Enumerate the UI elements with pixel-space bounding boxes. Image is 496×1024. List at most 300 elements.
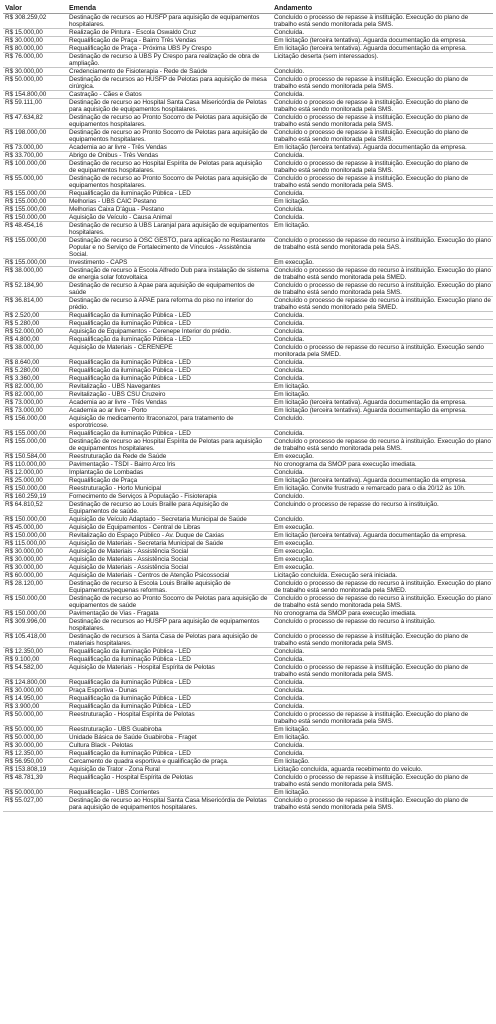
cell-emenda: Requalificação da iluminação Pública - LED: [67, 375, 272, 383]
cell-emenda: Requalificação da iluminação Pública - LED: [67, 648, 272, 656]
table-row: [3, 438, 493, 453]
table-row: [3, 152, 493, 160]
cell-andamento: Em licitação (terceira tentativa). Aguarda documentação da empresa.: [272, 532, 493, 540]
cell-valor: R$ 5.280,00: [3, 367, 67, 375]
cell-valor: R$ 60.000,00: [3, 572, 67, 580]
cell-valor: R$ 59.111,00: [3, 99, 67, 114]
cell-valor: R$ 52.000,00: [3, 328, 67, 336]
cell-valor: R$ 124.800,00: [3, 679, 67, 687]
cell-emenda: Aquisição de Materiais - Centros de Atenção Psicossocial: [67, 572, 272, 580]
cell-andamento: Concluída.: [272, 152, 493, 160]
table-row: [3, 656, 493, 664]
cell-emenda: Requalificação da iluminação Pública - LED: [67, 336, 272, 344]
cell-valor: R$ 156.000,00: [3, 415, 67, 430]
table-row: [3, 687, 493, 695]
table-row: [3, 359, 493, 367]
cell-emenda: Destinação de recurso ao Hospital Santa Casa Misericórdia de Pelotas para aquisição de equipamentos hospitalares.: [67, 797, 272, 812]
cell-valor: R$ 155.000,00: [3, 198, 67, 206]
cell-emenda: Pavimentação - TSDI - Bairro Arco Íris: [67, 461, 272, 469]
cell-emenda: Requalificação - Hospital Espírita de Pelotas: [67, 774, 272, 789]
cell-andamento: Em execução.: [272, 540, 493, 548]
table-row: [3, 29, 493, 37]
cell-valor: R$ 2.520,00: [3, 312, 67, 320]
cell-emenda: Requalificação da iluminação Pública - LED: [67, 320, 272, 328]
table-header: [3, 4, 493, 14]
cell-emenda: Aquisição de medicamento Itraconazol, para tratamento de esporotricose.: [67, 415, 272, 430]
cell-emenda: Reestruturação - Hospital Espírita de Pelotas: [67, 711, 272, 726]
table-row: [3, 648, 493, 656]
cell-andamento: Concluída.: [272, 206, 493, 214]
cell-emenda: Cercamento de quadra esportiva e qualificação de praça.: [67, 758, 272, 766]
cell-andamento: Em licitação (terceira tentativa). Aguarda documentação da empresa.: [272, 477, 493, 485]
cell-emenda: Revitalização - UBS Navegantes: [67, 383, 272, 391]
cell-emenda: Requalificação da iluminação Pública - LED: [67, 359, 272, 367]
table-row: [3, 679, 493, 687]
cell-andamento: Concluída.: [272, 430, 493, 438]
cell-andamento: Concluída.: [272, 648, 493, 656]
cell-andamento: Concluído o processo de repasse à instituição. Execução do plano de trabalho está sendo monitorada pela SMS.: [272, 160, 493, 175]
table-body: [3, 14, 493, 812]
table-row: [3, 37, 493, 45]
table-row: [3, 336, 493, 344]
cell-valor: R$ 30.000,00: [3, 564, 67, 572]
table-row: [3, 516, 493, 524]
table-row: [3, 477, 493, 485]
table-row: [3, 68, 493, 76]
cell-andamento: Concluída.: [272, 29, 493, 37]
cell-andamento: Em execução.: [272, 524, 493, 532]
table-row: [3, 493, 493, 501]
cell-emenda: Fornecimento de Serviços à População - Fisioterapia: [67, 493, 272, 501]
cell-emenda: Requalificação da iluminação Pública - LED: [67, 703, 272, 711]
cell-valor: R$ 28.120,00: [3, 580, 67, 595]
cell-andamento: Concluído o processo de repasse do recurso à instituição. Execução sendo monitorada pela SMED.: [272, 344, 493, 359]
cell-valor: R$ 50.000,00: [3, 734, 67, 742]
cell-andamento: Concluído o processo de repasse do recurso à instituição. Execução do plano de trabalho está sendo monitorada pela SMED.: [272, 580, 493, 595]
table-row: [3, 548, 493, 556]
table-row: [3, 501, 493, 516]
cell-andamento: Licitação concluída. Execução será iniciada.: [272, 572, 493, 580]
cell-valor: R$ 150.000,00: [3, 595, 67, 610]
cell-andamento: Concluída.: [272, 703, 493, 711]
table-row: [3, 312, 493, 320]
table-row: [3, 664, 493, 679]
cell-emenda: Reestruturação - UBS Guabiroba: [67, 726, 272, 734]
cell-andamento: Concluído.: [272, 415, 493, 430]
cell-andamento: Concluída.: [272, 742, 493, 750]
cell-andamento: Concluído o processo de repasse do recurso à instituição. Execução do plano de trabalho está sendo monitorada pela SAS.: [272, 237, 493, 259]
cell-valor: R$ 56.950,00: [3, 758, 67, 766]
cell-emenda: Destinação de recurso à Apae para aquisição de equipamentos de saúde: [67, 282, 272, 297]
cell-valor: R$ 82.000,00: [3, 383, 67, 391]
cell-emenda: Requalificação da iluminação Pública - LED: [67, 656, 272, 664]
cell-valor: R$ 30.000,00: [3, 556, 67, 564]
cell-valor: R$ 154.800,00: [3, 91, 67, 99]
cell-andamento: Em licitação (terceira tentativa). Aguarda documentação da empresa.: [272, 37, 493, 45]
cell-andamento: Em licitação.: [272, 383, 493, 391]
cell-emenda: Destinação de recurso à Escola Alfredo Dub para instalação de sistema de energia solar fotovoltaica: [67, 267, 272, 282]
cell-andamento: Concluída.: [272, 656, 493, 664]
cell-andamento: Em execução.: [272, 453, 493, 461]
cell-emenda: Destinação de recursos ao HUSFP para aquisição de equipamentos hospitalares.: [67, 14, 272, 29]
cell-andamento: Em licitação.: [272, 734, 493, 742]
cell-emenda: Pavimentação de Vias - Fragata: [67, 610, 272, 618]
cell-valor: R$ 150.000,00: [3, 610, 67, 618]
cell-valor: R$ 155.000,00: [3, 237, 67, 259]
cell-andamento: Concluída.: [272, 359, 493, 367]
table-row: [3, 237, 493, 259]
cell-valor: R$ 82.000,00: [3, 391, 67, 399]
table-row: [3, 618, 493, 633]
table-row: [3, 114, 493, 129]
table-row: [3, 580, 493, 595]
cell-valor: R$ 30.000,00: [3, 742, 67, 750]
cell-emenda: Destinação de recurso à UBS Laranjal para aquisição de equipamentos hospitalares.: [67, 222, 272, 237]
table-row: [3, 695, 493, 703]
table-row: [3, 703, 493, 711]
cell-andamento: Em licitação (terceira tentativa). Aguarda documentação da empresa.: [272, 144, 493, 152]
cell-emenda: Destinação de recurso à OSC GESTO, para aplicação no Restaurante Popular e no Serviço de Fortalecimento de Vínculos - Assistência Social.: [67, 237, 272, 259]
cell-emenda: Castração - Cães e Gatos: [67, 91, 272, 99]
cell-andamento: Concluído.: [272, 516, 493, 524]
cell-emenda: Requalificação da iluminação Pública - LED: [67, 679, 272, 687]
cell-valor: R$ 4.800,00: [3, 336, 67, 344]
table-row: [3, 540, 493, 548]
cell-valor: R$ 9.100,00: [3, 656, 67, 664]
header-row: [3, 4, 493, 14]
cell-valor: R$ 155.000,00: [3, 206, 67, 214]
cell-andamento: Concluída.: [272, 320, 493, 328]
cell-emenda: Requalificação de Praça: [67, 477, 272, 485]
cell-valor: R$ 52.184,90: [3, 282, 67, 297]
cell-valor: R$ 5.280,00: [3, 320, 67, 328]
cell-emenda: Requalificação de Praça - Próxima UBS Py Crespo: [67, 45, 272, 53]
table-row: [3, 399, 493, 407]
cell-valor: R$ 3.360,00: [3, 375, 67, 383]
cell-valor: R$ 30.000,00: [3, 548, 67, 556]
cell-valor: R$ 150.584,00: [3, 453, 67, 461]
cell-andamento: Concluída.: [272, 469, 493, 477]
cell-valor: R$ 15.000,00: [3, 29, 67, 37]
cell-andamento: Concluído.: [272, 493, 493, 501]
cell-valor: R$ 55.027,00: [3, 797, 67, 812]
header-emenda: Emenda: [67, 4, 272, 14]
table-row: [3, 711, 493, 726]
cell-valor: R$ 155.000,00: [3, 438, 67, 453]
cell-andamento: Licitação deserta (sem interessados).: [272, 53, 493, 68]
table-row: [3, 610, 493, 618]
cell-andamento: Em execução.: [272, 556, 493, 564]
cell-andamento: Concluído o processo de repasse à instituição. Execução do plano de trabalho está sendo monitorada pela SMS.: [272, 774, 493, 789]
cell-emenda: Reestruturação da Rede de Saúde: [67, 453, 272, 461]
cell-emenda: Requalificação da iluminação Pública - LED: [67, 750, 272, 758]
table-row: [3, 259, 493, 267]
cell-emenda: Destinação de recurso ao Pronto Socorro de Pelotas para aquisição de equipamentos hospitalares.: [67, 175, 272, 190]
cell-emenda: Realização de Pintura - Escola Oswaldo Cruz: [67, 29, 272, 37]
cell-andamento: Concluído o processo de repasse à instituição. Execução do plano de trabalho está sendo monitorada pela SMS.: [272, 664, 493, 679]
cell-valor: R$ 115.000,00: [3, 540, 67, 548]
table-row: [3, 734, 493, 742]
cell-valor: R$ 198.000,00: [3, 129, 67, 144]
table-row: [3, 407, 493, 415]
cell-valor: R$ 150.000,00: [3, 485, 67, 493]
table-row: [3, 206, 493, 214]
cell-andamento: Em licitação (terceira tentativa). Aguarda documentação da empresa.: [272, 407, 493, 415]
cell-emenda: Aquisição de Materiais - Assistência Social: [67, 548, 272, 556]
table-row: [3, 564, 493, 572]
table-row: [3, 45, 493, 53]
cell-andamento: Concluída.: [272, 695, 493, 703]
table-row: [3, 14, 493, 29]
cell-emenda: Requalificação de Praça - Bairro Três Vendas: [67, 37, 272, 45]
cell-emenda: Reestruturação - Horto Municipal: [67, 485, 272, 493]
table-row: [3, 297, 493, 312]
cell-emenda: Destinação de recursos ao HUSFP de Pelotas para aquisição de mesa cirúrgica.: [67, 76, 272, 91]
cell-andamento: Em licitação.: [272, 726, 493, 734]
cell-andamento: Concluído o processo de repasse do recurso à instituição. Execução do plano de trabalho está sendo monitorada pela SMS.: [272, 595, 493, 610]
table-row: [3, 797, 493, 812]
table-row: [3, 282, 493, 297]
table-row: [3, 774, 493, 789]
cell-emenda: Aquisição de Equipamentos - Central de Libras: [67, 524, 272, 532]
cell-valor: R$ 48.781,39: [3, 774, 67, 789]
cell-emenda: Destinação de recursos à Santa Casa de Pelotas para aquisição de materiais hospitalares.: [67, 633, 272, 648]
cell-andamento: Concluído o processo de repasse à instituição. Execução do plano de trabalho está sendo monitorada pela SMS.: [272, 129, 493, 144]
cell-emenda: Cultura Black - Pelotas: [67, 742, 272, 750]
cell-emenda: Destinação de recurso à UBS Py Crespo para realização de obra de ampliação.: [67, 53, 272, 68]
table-row: [3, 415, 493, 430]
cell-valor: R$ 155.000,00: [3, 430, 67, 438]
cell-emenda: Academia ao ar livre - Três Vendas: [67, 144, 272, 152]
cell-valor: R$ 3.900,00: [3, 703, 67, 711]
table-row: [3, 375, 493, 383]
table-row: [3, 789, 493, 797]
cell-valor: R$ 33.700,00: [3, 152, 67, 160]
cell-emenda: Revitalização do Espaço Público - Av. Duque de Caxias: [67, 532, 272, 540]
cell-valor: R$ 150.000,00: [3, 532, 67, 540]
cell-emenda: Credenciamento de Fisioterapia - Rede de Saúde: [67, 68, 272, 76]
cell-valor: R$ 73.000,00: [3, 399, 67, 407]
table-row: [3, 222, 493, 237]
cell-andamento: Concluída.: [272, 190, 493, 198]
cell-valor: R$ 150.000,00: [3, 214, 67, 222]
cell-valor: R$ 50.000,00: [3, 789, 67, 797]
cell-emenda: Aquisição de Materiais - CERENEPE: [67, 344, 272, 359]
cell-andamento: Concluída.: [272, 375, 493, 383]
cell-valor: R$ 30.000,00: [3, 68, 67, 76]
cell-valor: R$ 105.418,00: [3, 633, 67, 648]
table-row: [3, 367, 493, 375]
cell-emenda: Destinação de recurso ao Hospital Espírita de Pelotas para aquisição de equipamentos hospitalares.: [67, 160, 272, 175]
cell-andamento: Concluída.: [272, 336, 493, 344]
cell-emenda: Aquisição de Equipamentos - Cerenepe Interior do prédio.: [67, 328, 272, 336]
cell-emenda: Requalificação da iluminação Pública - LED: [67, 695, 272, 703]
cell-emenda: Abrigo de Ônibus - Três Vendas: [67, 152, 272, 160]
cell-andamento: Concluída.: [272, 679, 493, 687]
cell-valor: R$ 110.000,00: [3, 461, 67, 469]
table-row: [3, 383, 493, 391]
cell-emenda: Aquisição de Materiais - Hospital Espírita de Pelotas: [67, 664, 272, 679]
cell-andamento: Em execução.: [272, 564, 493, 572]
cell-valor: R$ 14.950,00: [3, 695, 67, 703]
cell-valor: R$ 309.996,00: [3, 618, 67, 633]
table-row: [3, 453, 493, 461]
cell-emenda: Investimento - CAPS: [67, 259, 272, 267]
cell-andamento: Concluído o processo de repasse do recurso à instituição. Execução do plano de trabalho está sendo monitorada pela SMS.: [272, 438, 493, 453]
cell-valor: R$ 50.000,00: [3, 711, 67, 726]
cell-emenda: Melhorias - UBS CAIC Pestano: [67, 198, 272, 206]
table-row: [3, 175, 493, 190]
cell-andamento: No cronograma da SMOP para execução imediata.: [272, 610, 493, 618]
cell-andamento: Concluído o processo de repasse à instituição. Execução do plano de trabalho está sendo monitorada pela SMS.: [272, 99, 493, 114]
table-row: [3, 53, 493, 68]
table-row: [3, 766, 493, 774]
cell-emenda: Destinação de recurso ao Louis Braille para Aquisição de Equipamentos de saúde.: [67, 501, 272, 516]
cell-valor: R$ 12.000,00: [3, 469, 67, 477]
cell-valor: R$ 45.000,00: [3, 524, 67, 532]
cell-andamento: Concluído o processo de repasse à instituição. Execução do plano de trabalho está sendo monitorada pela SMS.: [272, 711, 493, 726]
cell-valor: R$ 308.259,02: [3, 14, 67, 29]
cell-emenda: Academia ao ar livre - Três Vendas: [67, 399, 272, 407]
cell-valor: R$ 30.000,00: [3, 687, 67, 695]
cell-valor: R$ 38.000,00: [3, 344, 67, 359]
table-row: [3, 532, 493, 540]
table-row: [3, 190, 493, 198]
cell-valor: R$ 48.454,16: [3, 222, 67, 237]
cell-emenda: Aquisição de Materiais - Secretaria Municipal de Saúde: [67, 540, 272, 548]
table-row: [3, 391, 493, 399]
cell-valor: R$ 38.000,00: [3, 267, 67, 282]
table-row: [3, 129, 493, 144]
table-row: [3, 633, 493, 648]
table-row: [3, 726, 493, 734]
cell-andamento: No cronograma da SMOP para execução imediata.: [272, 461, 493, 469]
table-row: [3, 758, 493, 766]
amendments-table-container: [3, 4, 493, 812]
cell-valor: R$ 155.000,00: [3, 259, 67, 267]
cell-emenda: Praça Esportiva - Dunas: [67, 687, 272, 695]
cell-emenda: Destinação de recurso à Escola Louis Braille aquisição de Equipamentos/pequenas reformas.: [67, 580, 272, 595]
cell-emenda: Implantação de Lombadas: [67, 469, 272, 477]
cell-valor: R$ 36.814,00: [3, 297, 67, 312]
cell-andamento: Concluído o processo de repasse à instituição. Execução do plano de trabalho está sendo monitorada pela SMS.: [272, 114, 493, 129]
cell-emenda: Academia ao ar livre - Porto: [67, 407, 272, 415]
cell-emenda: Requalificação da iluminação Pública - LED: [67, 367, 272, 375]
cell-andamento: Em licitação.: [272, 758, 493, 766]
header-andamento: Andamento: [272, 4, 493, 14]
cell-emenda: Destinação de recurso ao Pronto Socorro de Pelotas para aquisição de equipamentos hospitalares.: [67, 114, 272, 129]
cell-andamento: Concluída.: [272, 312, 493, 320]
table-row: [3, 461, 493, 469]
cell-valor: R$ 64.810,52: [3, 501, 67, 516]
cell-valor: R$ 55.000,00: [3, 175, 67, 190]
cell-andamento: Em execução.: [272, 259, 493, 267]
cell-valor: R$ 73.000,00: [3, 407, 67, 415]
cell-andamento: Concluído o processo de repasse à instituição. Execução do plano de trabalho está sendo monitorada pela SMS.: [272, 175, 493, 190]
cell-valor: R$ 12.350,00: [3, 750, 67, 758]
table-row: [3, 430, 493, 438]
table-row: [3, 214, 493, 222]
cell-emenda: Aquisição de Materiais - Assistência Social: [67, 564, 272, 572]
cell-emenda: Melhorias Caixa D'água - Pestano: [67, 206, 272, 214]
cell-valor: R$ 50.000,00: [3, 76, 67, 91]
amendments-table: [3, 4, 493, 812]
cell-valor: R$ 153.808,19: [3, 766, 67, 774]
cell-emenda: Destinação de recurso à APAE para reforma do piso no interior do prédio.: [67, 297, 272, 312]
table-row: [3, 320, 493, 328]
cell-andamento: Em licitação.: [272, 391, 493, 399]
cell-emenda: Aquisição de Veículo - Causa Animal: [67, 214, 272, 222]
cell-valor: R$ 54.582,00: [3, 664, 67, 679]
table-row: [3, 160, 493, 175]
cell-andamento: Em licitação (terceira tentativa). Aguarda documentação da empresa.: [272, 399, 493, 407]
cell-andamento: Em licitação. Convite frustrado e remarcado para o dia 20/12 às 10h.: [272, 485, 493, 493]
cell-emenda: Requalificação da iluminação Pública - LED: [67, 312, 272, 320]
cell-emenda: Requalificação da iluminação Pública - LED: [67, 430, 272, 438]
cell-valor: R$ 155.000,00: [3, 190, 67, 198]
cell-andamento: Em execução.: [272, 548, 493, 556]
table-row: [3, 144, 493, 152]
table-row: [3, 485, 493, 493]
cell-emenda: Destinação de recurso ao Pronto Socorro de Pelotas para aquisição de equipamentos de saúde: [67, 595, 272, 610]
table-row: [3, 556, 493, 564]
cell-valor: R$ 73.000,00: [3, 144, 67, 152]
table-row: [3, 344, 493, 359]
cell-andamento: Concluído o processo de repasse do recurso à instituição. Execução do plano de trabalho está sendo monitorada pela SMS.: [272, 282, 493, 297]
table-row: [3, 469, 493, 477]
table-row: [3, 91, 493, 99]
cell-emenda: Aquisição de Veículo Adaptado - Secretaria Municipal de Saúde: [67, 516, 272, 524]
cell-andamento: Concluída.: [272, 91, 493, 99]
cell-andamento: Concluído o processo de repasse à instituição. Execução do plano de trabalho está sendo monitorada pela SMS.: [272, 633, 493, 648]
cell-andamento: Concluído o processo de repasse à instituição. Execução do plano de trabalho está sendo monitorada pela SMS.: [272, 14, 493, 29]
cell-valor: R$ 100.000,00: [3, 160, 67, 175]
cell-andamento: Em licitação.: [272, 222, 493, 237]
cell-emenda: Destinação de recurso ao Pronto Socorro de Pelotas para aquisição de equipamentos hospitalares.: [67, 129, 272, 144]
cell-valor: R$ 47.634,82: [3, 114, 67, 129]
cell-valor: R$ 150.000,00: [3, 516, 67, 524]
table-row: [3, 750, 493, 758]
cell-emenda: Destinação de recursos ao HUSFP para aquisição de equipamentos hospitalares.: [67, 618, 272, 633]
cell-andamento: Em licitação.: [272, 789, 493, 797]
header-valor: Valor: [3, 4, 67, 14]
table-row: [3, 99, 493, 114]
cell-andamento: Concluída.: [272, 328, 493, 336]
cell-emenda: Aquisição de Materiais - Assistência Social: [67, 556, 272, 564]
cell-emenda: Requalificação da iluminação Pública - LED: [67, 190, 272, 198]
cell-andamento: Licitação concluída, aguarda recebimento do veículo.: [272, 766, 493, 774]
cell-andamento: Concluída.: [272, 367, 493, 375]
table-row: [3, 76, 493, 91]
cell-valor: R$ 8.640,00: [3, 359, 67, 367]
cell-andamento: Em licitação.: [272, 198, 493, 206]
cell-emenda: Destinação de recurso ao Hospital Santa Casa Misericórdia de Pelotas para aquisição de equipamentos hospitalares.: [67, 99, 272, 114]
cell-valor: R$ 80.000,00: [3, 45, 67, 53]
table-row: [3, 267, 493, 282]
cell-andamento: Concluído o processo de repasse do recurso à instituição. Execução plano de trabalho está sendo monitorado pela SMED.: [272, 297, 493, 312]
cell-andamento: Em licitação (terceira tentativa). Aguarda documentação da empresa.: [272, 45, 493, 53]
cell-valor: R$ 25.000,00: [3, 477, 67, 485]
cell-andamento: Concluída.: [272, 214, 493, 222]
cell-andamento: Concluído.: [272, 68, 493, 76]
cell-andamento: Concluída.: [272, 750, 493, 758]
cell-emenda: Revitalização - UBS CSU Cruzeiro: [67, 391, 272, 399]
cell-valor: R$ 30.000,00: [3, 37, 67, 45]
cell-emenda: Unidade Básica de Saúde Guabiroba - Fraget: [67, 734, 272, 742]
cell-andamento: Concluído o processo de repasse do recurso à instituição.: [272, 618, 493, 633]
cell-valor: R$ 76.000,00: [3, 53, 67, 68]
table-row: [3, 198, 493, 206]
